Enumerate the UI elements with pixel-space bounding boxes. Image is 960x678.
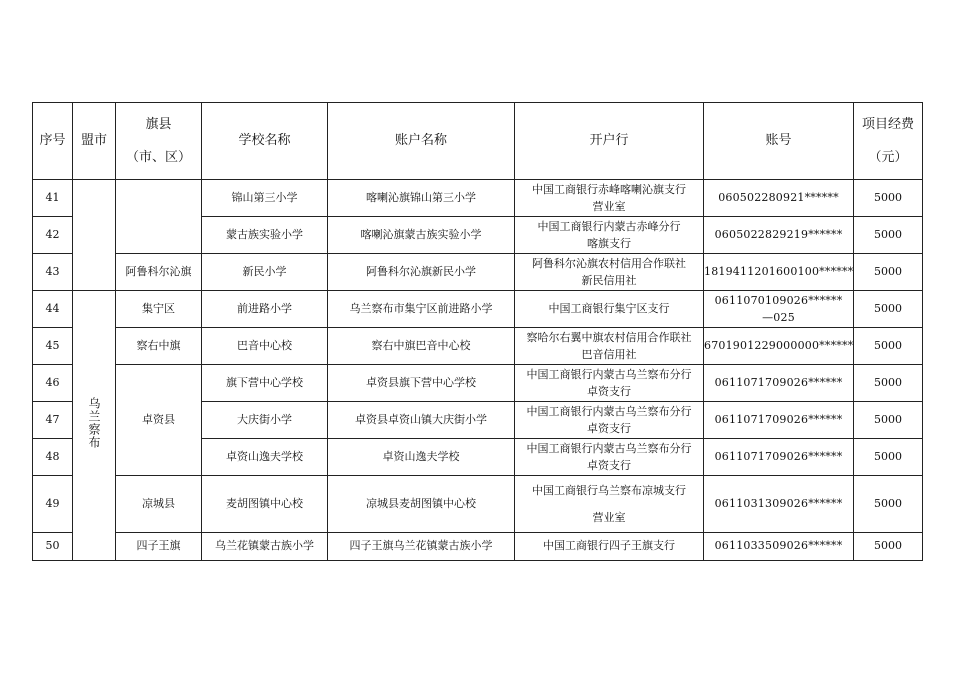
bank-cell [515, 217, 704, 254]
header-county [116, 103, 202, 180]
seq-cell: 45 [33, 328, 73, 365]
bank-line2: 营业室 [592, 511, 626, 524]
seq-cell: 47 [33, 402, 73, 439]
league-cell-chifeng [73, 180, 116, 291]
account-no-cell: 1819411201600100****** [704, 254, 854, 291]
bank-line1: 中国工商银行内蒙古乌兰察布分行 [526, 368, 692, 381]
account-no-cell: 0611071709026****** [704, 439, 854, 476]
county-cell: 察右中旗 [116, 328, 202, 365]
bank-cell [515, 365, 704, 402]
bank-cell [515, 402, 704, 439]
bank-cell: 中国工商银行四子王旗支行 [515, 533, 704, 561]
bank-line1: 中国工商银行乌兰察布凉城支行 [532, 484, 686, 497]
bank-cell [515, 328, 704, 365]
header-fee [854, 103, 923, 180]
header-seq: 序号 [33, 103, 73, 180]
school-cell: 巴音中心校 [202, 328, 328, 365]
account-no-cell: 0605022829219****** [704, 217, 854, 254]
account-name-cell: 喀喇沁旗锦山第三小学 [328, 180, 515, 217]
fee-cell: 5000 [854, 217, 923, 254]
account-no-cell: 060502280921****** [704, 180, 854, 217]
account-name-cell: 卓资县旗下营中心学校 [328, 365, 515, 402]
school-cell: 乌兰花镇蒙古族小学 [202, 533, 328, 561]
account-name-cell: 阿鲁科尔沁旗新民小学 [328, 254, 515, 291]
header-league: 盟市 [73, 103, 116, 180]
bank-line2: 喀旗支行 [587, 237, 631, 250]
bank-cell [515, 180, 704, 217]
county-cell: 卓资县 [116, 365, 202, 476]
bank-line2: 卓资支行 [587, 422, 631, 435]
header-county-line1: 旗县 [145, 116, 172, 132]
account-name-cell: 四子王旗乌兰花镇蒙古族小学 [328, 533, 515, 561]
account-name-cell: 卓资县卓资山镇大庆街小学 [328, 402, 515, 439]
header-row [33, 103, 923, 180]
fee-cell: 5000 [854, 180, 923, 217]
header-account-no: 账号 [704, 103, 854, 180]
county-cell: 集宁区 [116, 291, 202, 328]
account-name-cell: 察右中旗巴音中心校 [328, 328, 515, 365]
header-account-name: 账户名称 [328, 103, 515, 180]
account-no-cell: 0611033509026****** [704, 533, 854, 561]
fee-cell: 5000 [854, 476, 923, 533]
county-cell: 阿鲁科尔沁旗 [116, 254, 202, 291]
bank-line1: 中国工商银行赤峰喀喇沁旗支行 [532, 183, 686, 196]
seq-cell: 50 [33, 533, 73, 561]
seq-cell: 48 [33, 439, 73, 476]
bank-line1: 中国工商银行内蒙古赤峰分行 [537, 220, 681, 233]
school-cell: 蒙古族实验小学 [202, 217, 328, 254]
school-cell: 卓资山逸夫学校 [202, 439, 328, 476]
seq-cell: 41 [33, 180, 73, 217]
school-fund-table [32, 102, 923, 561]
header-bank: 开户行 [515, 103, 704, 180]
fee-cell: 5000 [854, 291, 923, 328]
bank-line1: 阿鲁科尔沁旗农村信用合作联社 [532, 257, 686, 270]
table-row [33, 476, 923, 533]
school-cell: 大庆街小学 [202, 402, 328, 439]
fee-cell: 5000 [854, 328, 923, 365]
bank-line2: 卓资支行 [587, 459, 631, 472]
school-cell: 旗下营中心学校 [202, 365, 328, 402]
bank-cell: 中国工商银行集宁区支行 [515, 291, 704, 328]
county-cell: 凉城县 [116, 476, 202, 533]
bank-cell [515, 254, 704, 291]
header-county-line2: （市、区） [125, 150, 191, 165]
school-cell: 前进路小学 [202, 291, 328, 328]
bank-cell [515, 439, 704, 476]
league-cell [73, 291, 116, 561]
header-school: 学校名称 [202, 103, 328, 180]
table-row [33, 365, 923, 402]
bank-line2: 巴音信用社 [581, 348, 637, 361]
seq-cell: 49 [33, 476, 73, 533]
bank-line1: 中国工商银行内蒙古乌兰察布分行 [526, 405, 692, 418]
fee-cell: 5000 [854, 254, 923, 291]
school-cell: 新民小学 [202, 254, 328, 291]
bank-cell [515, 476, 704, 533]
bank-line1: 中国工商银行内蒙古乌兰察布分行 [526, 442, 692, 455]
account-name-cell: 乌兰察布市集宁区前进路小学 [328, 291, 515, 328]
account-no-line2: —025 [762, 311, 795, 324]
table-row [33, 533, 923, 561]
league-label: 乌兰察布 [87, 396, 101, 449]
fee-cell: 5000 [854, 365, 923, 402]
school-cell: 锦山第三小学 [202, 180, 328, 217]
table-row [33, 291, 923, 328]
table-row [33, 328, 923, 365]
table-row [33, 254, 923, 291]
bank-line2: 营业室 [592, 200, 626, 213]
bank-line1: 察哈尔右翼中旗农村信用合作联社 [526, 331, 692, 344]
header-fee-line2: （元） [868, 150, 908, 165]
seq-cell: 43 [33, 254, 73, 291]
account-name-cell: 卓资山逸夫学校 [328, 439, 515, 476]
bank-line2: 卓资支行 [587, 385, 631, 398]
bank-line2: 新民信用社 [581, 274, 637, 287]
account-no-cell: 6701901229000000****** [704, 328, 854, 365]
fee-cell: 5000 [854, 533, 923, 561]
county-cell: 四子王旗 [116, 533, 202, 561]
school-cell: 麦胡图镇中心校 [202, 476, 328, 533]
account-no-cell: 0611071709026****** [704, 402, 854, 439]
seq-cell: 42 [33, 217, 73, 254]
table-row [33, 180, 923, 217]
seq-cell: 46 [33, 365, 73, 402]
account-no-cell: 0611031309026****** [704, 476, 854, 533]
fee-cell: 5000 [854, 402, 923, 439]
fee-cell: 5000 [854, 439, 923, 476]
account-no-cell: 0611071709026****** [704, 365, 854, 402]
account-no-line1: 0611070109026****** [714, 294, 843, 307]
account-no-cell [704, 291, 854, 328]
account-name-cell: 喀喇沁旗蒙古族实验小学 [328, 217, 515, 254]
county-cell-karaqin [116, 180, 202, 254]
header-fee-line1: 项目经费 [861, 116, 914, 132]
seq-cell: 44 [33, 291, 73, 328]
account-name-cell: 凉城县麦胡图镇中心校 [328, 476, 515, 533]
